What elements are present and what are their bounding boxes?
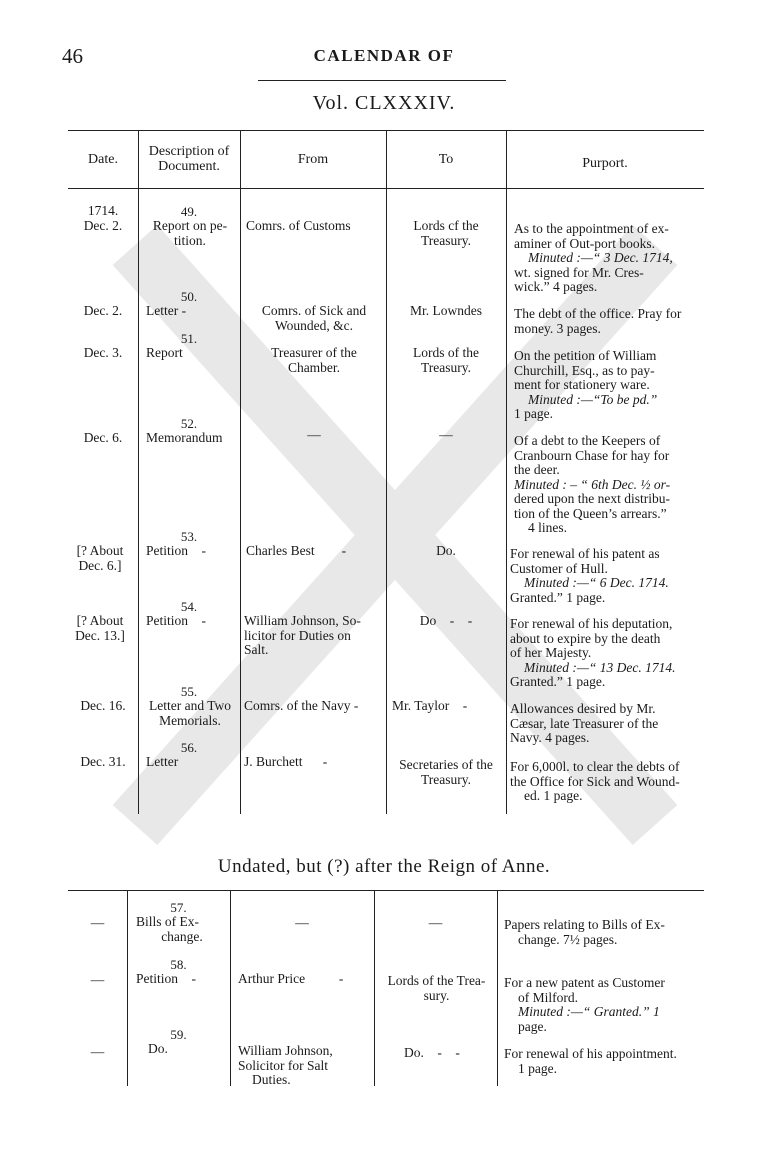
entry-date: Dec. 6. bbox=[83, 430, 123, 445]
entry-description: Report on pe- tition. bbox=[152, 218, 228, 248]
page-number: 46 bbox=[62, 44, 83, 68]
entry-date: Dec. 2. bbox=[83, 303, 123, 318]
entry-purport: Allowances desired by Mr. Cæsar, late Treasurer of the Navy. 4 pages. bbox=[510, 701, 659, 745]
entry-date: [? About Dec. 13.] bbox=[75, 613, 125, 643]
entry-to: Mr. Lowndes bbox=[410, 303, 482, 318]
entry-purport: On the petition of William Churchill, Esq., as to pay- ment for stationery ware. Minuted :—“To be pd.” 1 page. bbox=[514, 348, 658, 421]
running-head: CALENDAR OF bbox=[313, 46, 455, 65]
entry-description: Letter bbox=[146, 754, 179, 769]
entry-from: Charles Best - bbox=[246, 543, 347, 558]
entry-number: 59. bbox=[170, 1027, 187, 1042]
header-rule bbox=[258, 80, 506, 81]
entry-number: 55. bbox=[180, 684, 198, 699]
entry-number: 50. bbox=[180, 289, 198, 304]
column-divider bbox=[127, 890, 128, 1086]
entry-number: 53. bbox=[180, 529, 198, 544]
entry-description: Petition - bbox=[136, 971, 196, 986]
entry-to: Lords of the Trea- sury. bbox=[387, 973, 486, 1003]
entry-description: Letter - bbox=[146, 303, 187, 318]
entry-from: Arthur Price - bbox=[238, 971, 344, 986]
entry-to: Lords cf the Treasury. bbox=[413, 218, 479, 248]
entry-number: 52. bbox=[180, 416, 198, 431]
entry-description: Petition - bbox=[146, 613, 206, 628]
entry-date: — bbox=[90, 915, 105, 930]
entry-from: William Johnson, Solicitor for Salt Duties. bbox=[238, 1043, 333, 1087]
entry-purport: For renewal of his patent as Customer of Hull. Minuted :—“ 6 Dec. 1714. Granted.” 1 page. bbox=[510, 546, 669, 605]
entry-to: Do - - bbox=[419, 613, 473, 628]
column-divider bbox=[386, 130, 387, 814]
column-divider bbox=[240, 130, 241, 814]
entry-date: Dec. 16. bbox=[80, 698, 126, 713]
entry-number: 49. bbox=[180, 204, 198, 219]
entry-purport: Papers relating to Bills of Ex- change. 7½ pages. bbox=[504, 917, 665, 947]
entry-to: Do. - - bbox=[404, 1045, 460, 1060]
entry-description: Bills of Ex- change. bbox=[136, 914, 203, 944]
entry-to: — bbox=[439, 427, 453, 442]
entry-to: Secretaries of the Treasury. bbox=[399, 757, 493, 787]
entry-number: 51. bbox=[180, 331, 198, 346]
entry-description: Petition - bbox=[146, 543, 206, 558]
section-heading: Undated, but (?) after the Reign of Anne. bbox=[217, 856, 551, 877]
entry-date: Dec. 31. bbox=[80, 754, 126, 769]
entry-number: 56. bbox=[180, 740, 198, 755]
entry-purport: For renewal of his deputation, about to expire by the death of her Majesty. Minuted :—“ 13 Dec. 1714. Granted.” 1 page. bbox=[510, 616, 676, 689]
col-header-to: To bbox=[438, 152, 454, 167]
entry-description: Report bbox=[146, 345, 183, 360]
entry-description: Do. bbox=[148, 1041, 168, 1056]
col-header-description: Description of Document. bbox=[148, 144, 230, 174]
col-header-from: From bbox=[297, 152, 329, 167]
entry-from: — bbox=[307, 427, 321, 442]
entry-to: Do. bbox=[436, 543, 456, 558]
entry-purport: For renewal of his appointment. 1 page. bbox=[504, 1046, 677, 1076]
entry-purport: As to the appointment of ex- aminer of Out-port books. Minuted :—“ 3 Dec. 1714, wt. signed for Mr. Cres- wick.” 4 pages. bbox=[514, 221, 673, 294]
entry-from: William Johnson, So- licitor for Duties on Salt. bbox=[244, 613, 361, 657]
entry-date: — bbox=[90, 972, 105, 987]
entry-purport: For a new patent as Customer of Milford. Minuted :—“ Granted.” 1 page. bbox=[504, 975, 665, 1034]
entry-from: J. Burchett - bbox=[244, 754, 328, 769]
entry-number: 54. bbox=[180, 599, 198, 614]
entry-description: Letter and Two Memorials. bbox=[148, 698, 232, 728]
entry-to: Lords of the Treasury. bbox=[413, 345, 479, 375]
table-top-rule bbox=[68, 890, 704, 891]
entry-from: — bbox=[295, 915, 309, 930]
col-header-purport: Purport. bbox=[582, 156, 628, 171]
entry-date: 1714. Dec. 2. bbox=[83, 203, 123, 233]
entry-number: 58. bbox=[170, 957, 187, 972]
col-header-date: Date. bbox=[88, 152, 118, 167]
entry-date: — bbox=[90, 1044, 105, 1059]
entry-purport: The debt of the office. Pray for money. 3 pages. bbox=[514, 306, 682, 336]
column-divider bbox=[497, 890, 498, 1086]
entry-from: Comrs. of Customs bbox=[246, 218, 351, 233]
entry-to: Mr. Taylor - bbox=[392, 698, 468, 713]
entry-purport: Of a debt to the Keepers of Cranbourn Chase for hay for the deer. Minuted : – “ 6th Dec. ½ or- dered upon the next distribu- tion of the Queen’s arrears.” 4 lines. bbox=[514, 433, 671, 535]
entry-purport: For 6,000l. to clear the debts of the Office for Sick and Wound- ed. 1 page. bbox=[510, 759, 680, 803]
volume-heading: Vol. CLXXXIV. bbox=[312, 92, 456, 114]
entry-description: Memorandum bbox=[146, 430, 223, 445]
entry-to: — bbox=[428, 915, 443, 930]
entry-from: Treasurer of the Chamber. bbox=[271, 345, 357, 375]
entry-from: Comrs. of the Navy - bbox=[244, 698, 359, 713]
entry-number: 57. bbox=[170, 900, 187, 915]
entry-date: [? About Dec. 6.] bbox=[76, 543, 124, 573]
column-divider bbox=[506, 130, 507, 814]
entry-from: Comrs. of Sick and Wounded, &c. bbox=[261, 303, 367, 333]
column-divider bbox=[138, 130, 139, 814]
entry-date: Dec. 3. bbox=[83, 345, 123, 360]
